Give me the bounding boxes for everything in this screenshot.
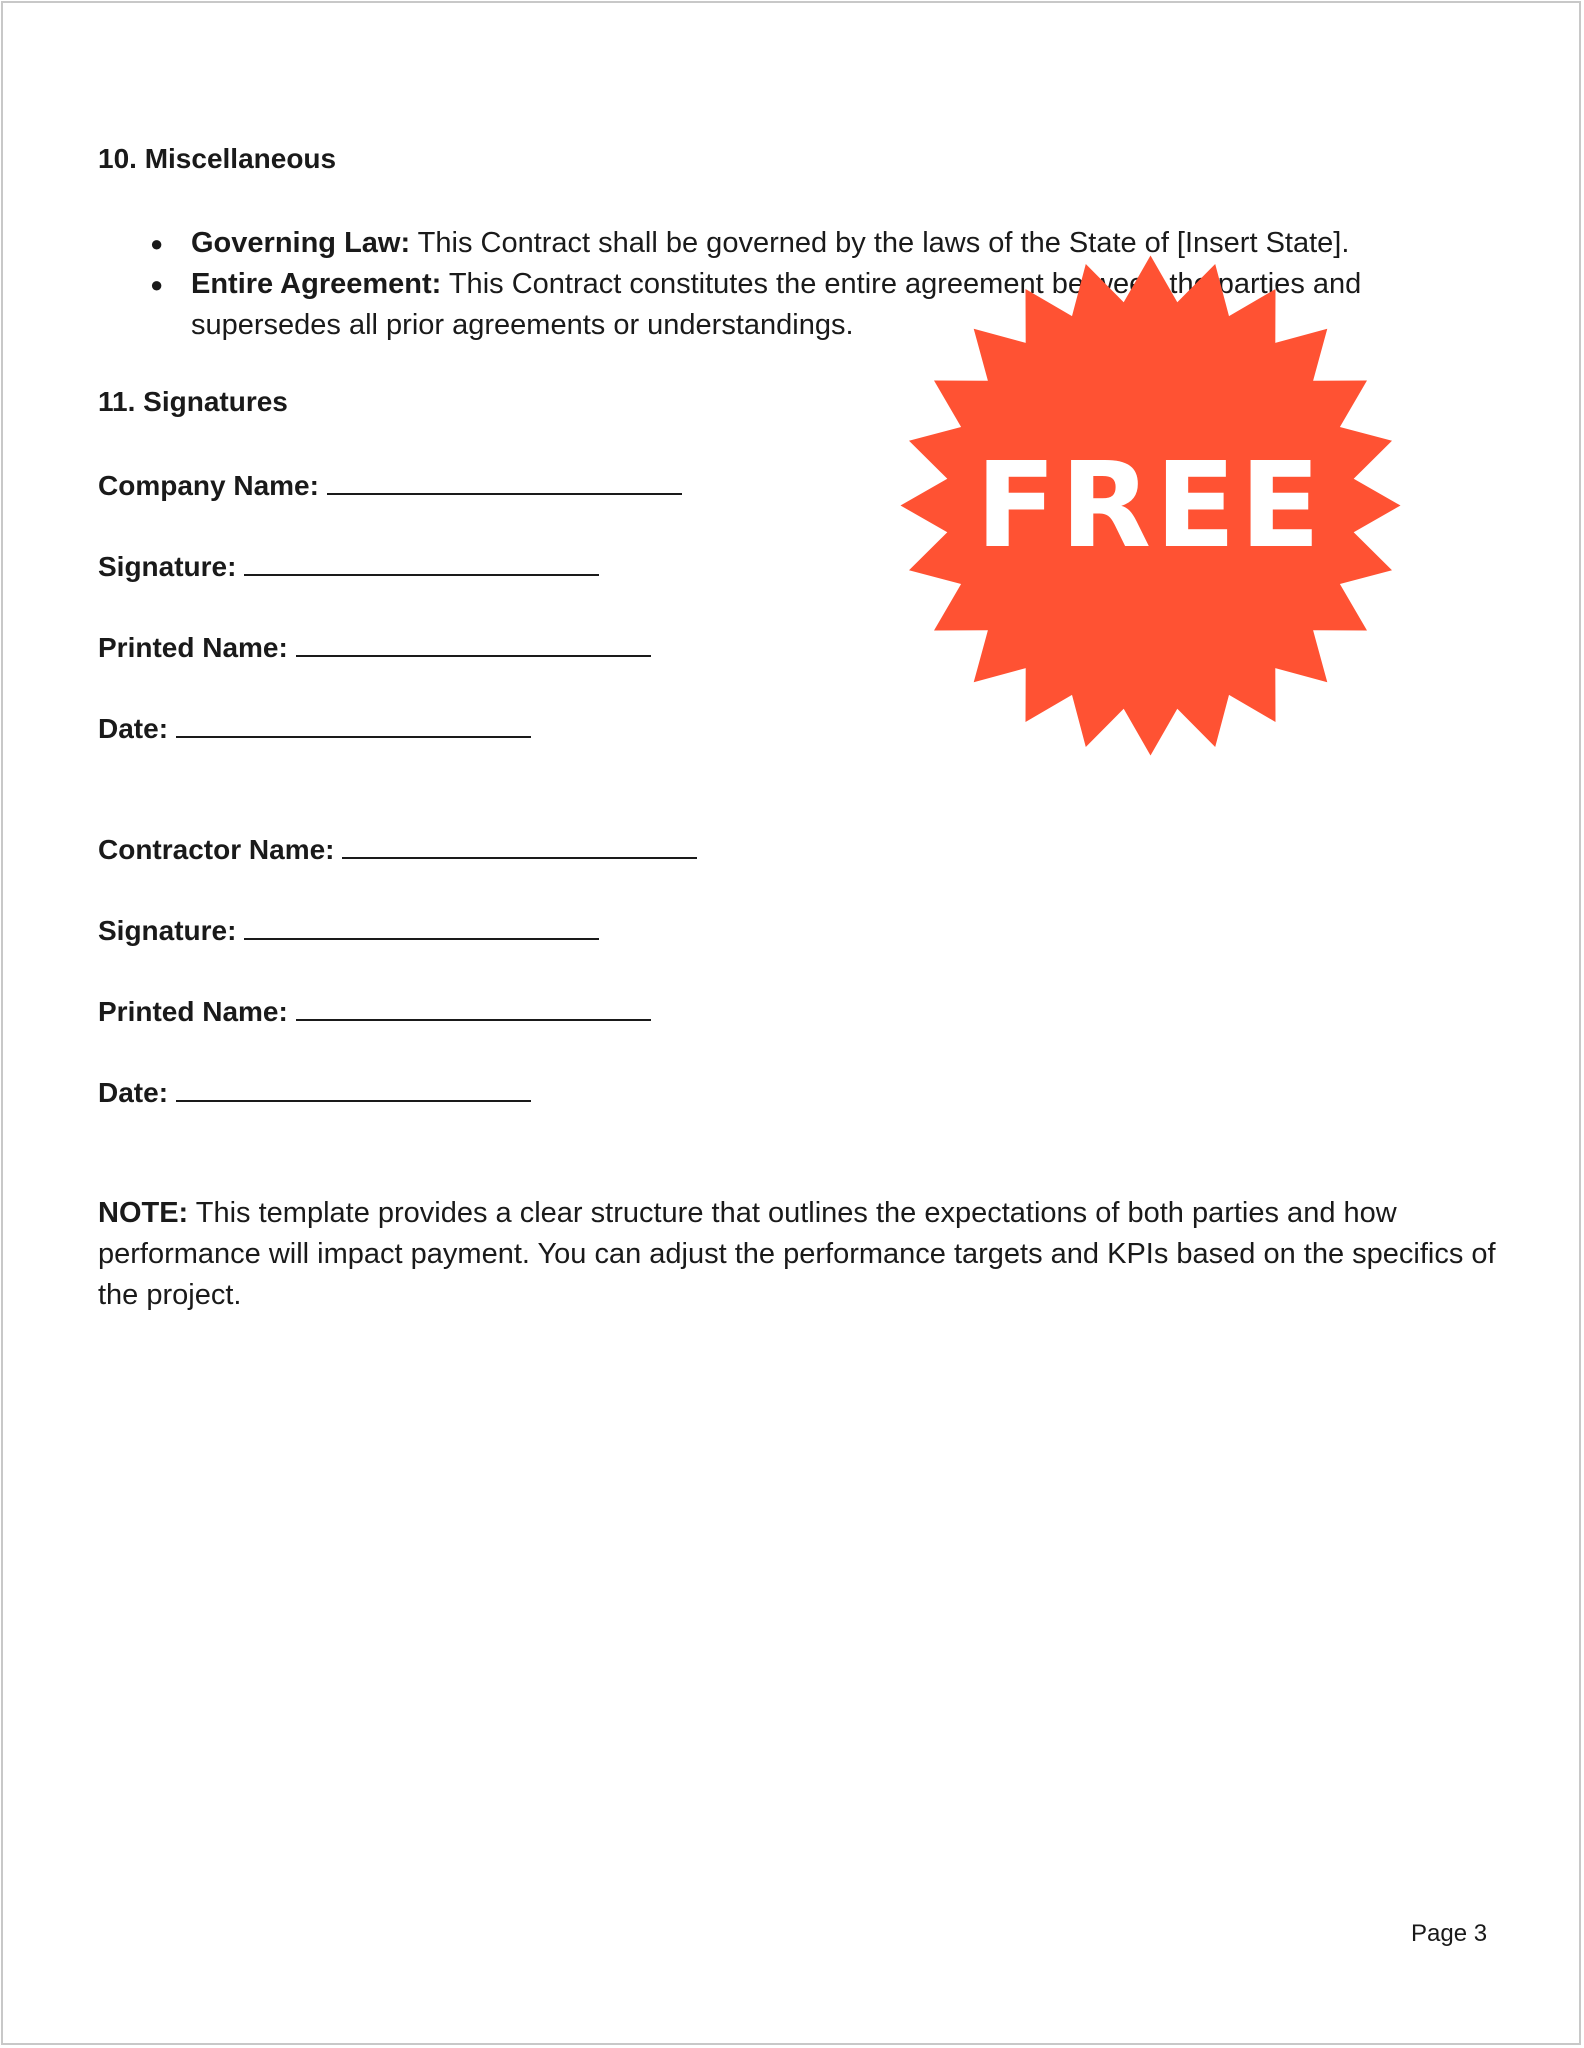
- company-printed-name-blank[interactable]: [296, 629, 651, 657]
- company-date-field: [98, 710, 531, 747]
- entire-agreement-term: Entire Agreement:: [191, 268, 442, 300]
- contractor-printed-name-blank[interactable]: [296, 993, 651, 1021]
- company-printed-name-label: Printed Name:: [98, 632, 288, 663]
- bullet-icon: ●: [150, 231, 164, 256]
- governing-law-term: Governing Law:: [191, 227, 411, 259]
- contractor-date-blank[interactable]: [176, 1074, 531, 1102]
- section-10-heading: 10. Miscellaneous: [98, 143, 337, 174]
- company-date-label: Date:: [98, 713, 169, 744]
- document-page: [1, 1, 1581, 2045]
- bullet-icon: ●: [150, 272, 164, 297]
- contractor-date-field: [98, 1074, 531, 1111]
- company-date-blank[interactable]: [176, 710, 531, 738]
- company-name-label: Company Name:: [98, 470, 319, 501]
- contractor-name-label: Contractor Name:: [98, 834, 335, 865]
- company-signature-field: [98, 548, 599, 585]
- governing-law-text: This Contract shall be governed by the laws of the State of [Insert State].: [410, 227, 1350, 259]
- contractor-signature-field: [98, 912, 599, 949]
- company-signature-label: Signature:: [98, 551, 237, 582]
- company-printed-name-field: [98, 629, 651, 666]
- starburst-badge-icon: [898, 253, 1403, 758]
- contractor-signature-blank[interactable]: [244, 912, 599, 940]
- page-number: Page 3: [1411, 1920, 1488, 1947]
- contractor-printed-name-label: Printed Name:: [98, 996, 288, 1027]
- contractor-signature-label: Signature:: [98, 915, 237, 946]
- contractor-name-field: [98, 831, 697, 868]
- note-paragraph: [98, 1193, 1498, 1316]
- note-label: NOTE:: [98, 1197, 189, 1229]
- company-name-field: [98, 467, 682, 504]
- contractor-name-blank[interactable]: [342, 831, 697, 859]
- entire-agreement-text: This Contract constitutes the entire agreement between the parties and supersedes all prior agreements or understandings.: [191, 268, 1362, 341]
- badge-text: FREE: [975, 436, 1325, 574]
- section-11-heading: 11. Signatures: [98, 386, 288, 417]
- note-text: This template provides a clear structure that outlines the expectations of both parties and how performance will impact payment. You can adjust the performance targets and KPIs based on the specifics of the project.: [98, 1197, 1496, 1311]
- contractor-date-label: Date:: [98, 1077, 169, 1108]
- contractor-printed-name-field: [98, 993, 651, 1030]
- company-name-blank[interactable]: [327, 467, 682, 495]
- company-signature-blank[interactable]: [244, 548, 599, 576]
